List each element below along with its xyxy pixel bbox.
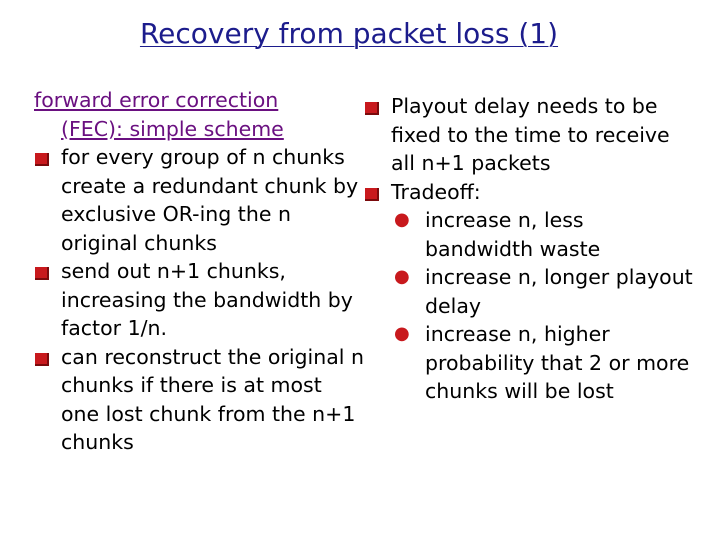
square-bullet-icon	[35, 353, 49, 366]
list-item	[34, 257, 364, 343]
list-item	[364, 178, 694, 207]
list-item	[34, 343, 364, 457]
sub-bullet-icon: ●	[394, 209, 410, 230]
sub-list-item	[364, 263, 694, 320]
list-item-text: can reconstruct the original n chunks if there is at most one lost chunk from the n+1 chunks	[61, 344, 364, 454]
sub-list-item	[364, 320, 694, 406]
list-item-text: Playout delay needs to be fixed to the time to receive all n+1 packets	[391, 94, 670, 175]
sub-bullet-icon: ●	[394, 323, 410, 344]
slide-title: Recovery from packet loss (1)	[139, 17, 559, 50]
fec-heading-line1: forward error correction	[34, 88, 279, 112]
sub-bullet-icon: ●	[394, 266, 410, 287]
list-item	[34, 143, 364, 257]
square-bullet-icon	[365, 102, 379, 115]
sub-list-item-text: increase n, longer playout delay	[425, 265, 693, 318]
list-item-text: send out n+1 chunks, increasing the bandwidth by factor 1/n.	[61, 259, 353, 340]
square-bullet-icon	[35, 267, 49, 280]
list-item-text: for every group of n chunks create a redundant chunk by exclusive OR-ing the n original chunks	[61, 145, 359, 255]
fec-heading-line2: (FEC): simple scheme	[61, 116, 284, 141]
sub-list-item	[364, 206, 694, 263]
right-column	[364, 92, 694, 406]
square-bullet-icon	[35, 153, 49, 166]
fec-heading	[34, 86, 364, 143]
list-item-text: Tradeoff:	[391, 179, 481, 204]
list-item	[364, 92, 694, 178]
square-bullet-icon	[365, 188, 379, 201]
sub-list-item-text: increase n, higher probability that 2 or more chunks will be lost	[425, 322, 690, 403]
sub-list-item-text: increase n, less bandwidth waste	[425, 208, 601, 261]
left-column	[34, 86, 364, 457]
